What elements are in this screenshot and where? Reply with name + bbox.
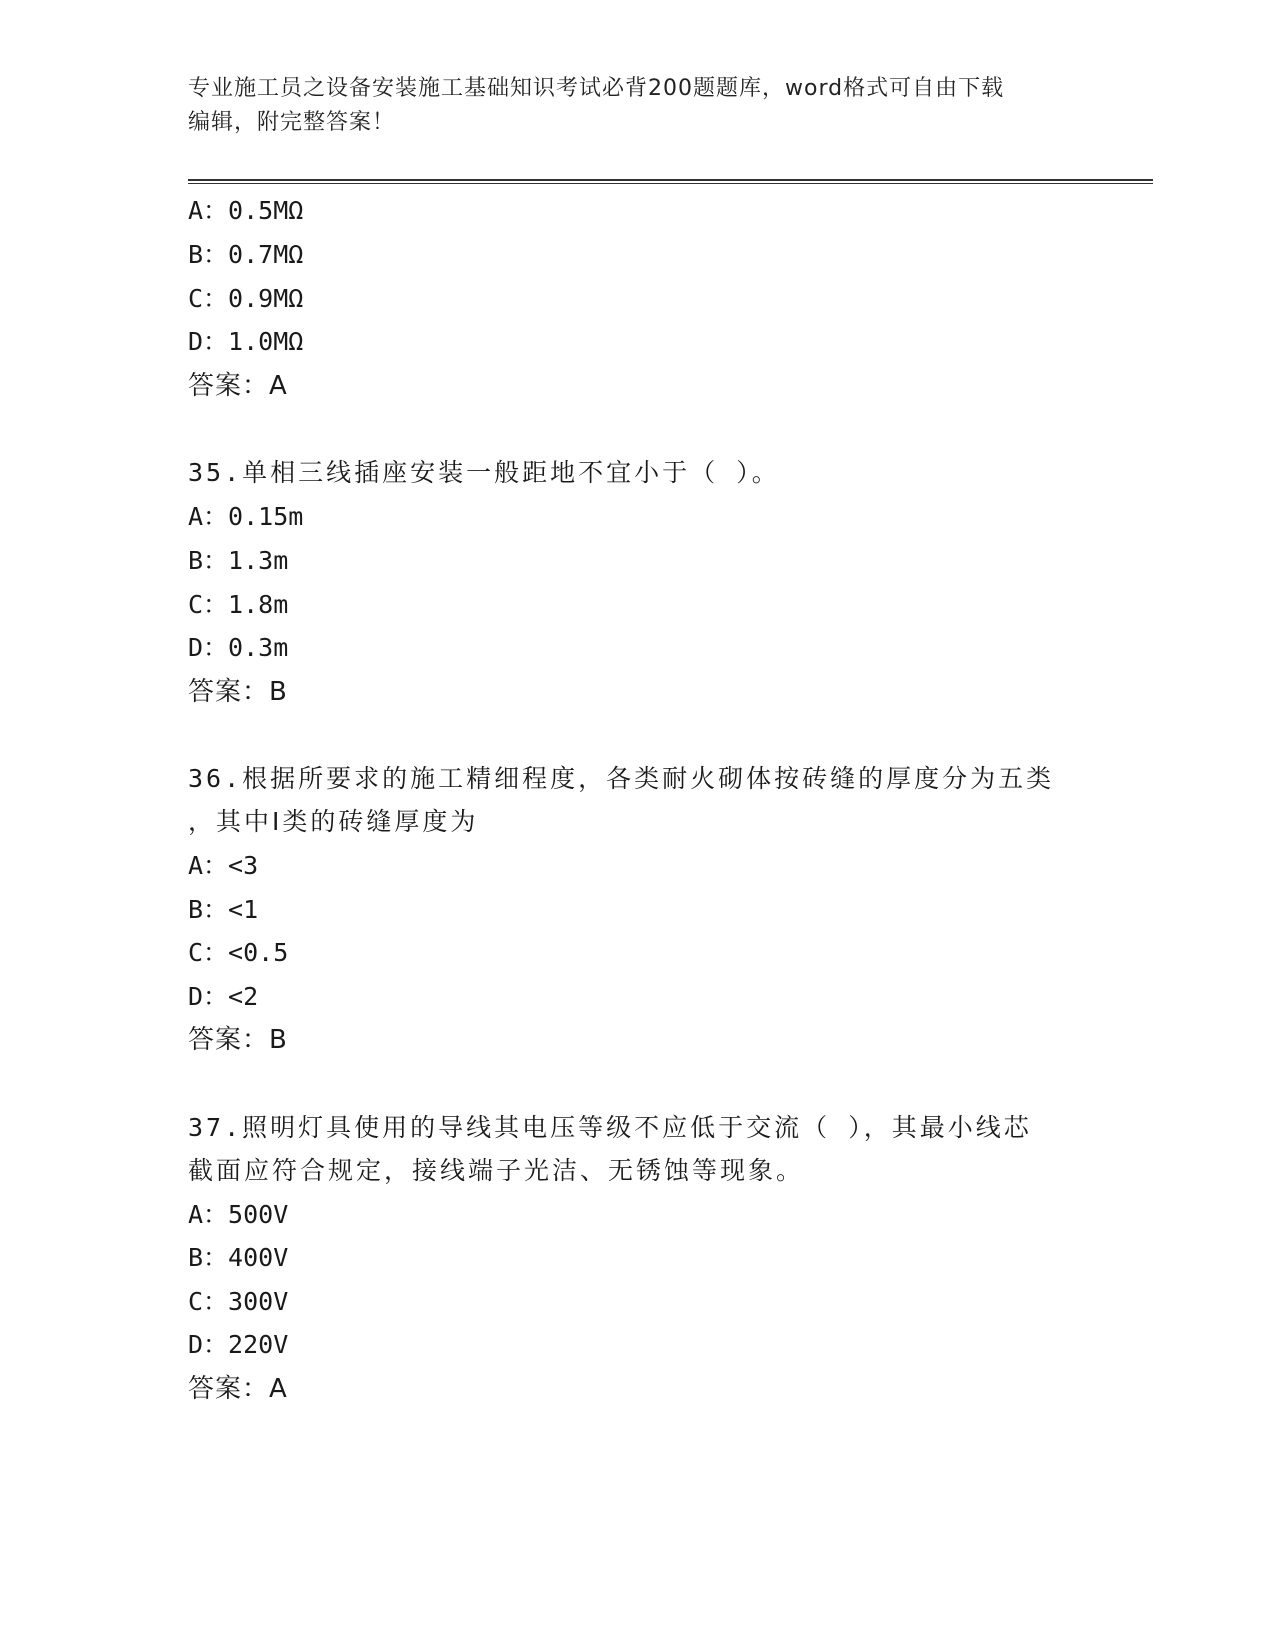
- q36-question-line2: ，其中Ⅰ类的砖缝厚度为: [188, 807, 479, 836]
- q37-option-d: D：220V: [188, 1330, 289, 1359]
- q34-option-c: C：0.9MΩ: [188, 284, 304, 313]
- q36-option-b: B：<1: [188, 895, 259, 924]
- q37-answer: 答案：A: [188, 1374, 288, 1404]
- q34-option-a: A：0.5MΩ: [188, 196, 304, 225]
- q34-answer: 答案：A: [188, 371, 288, 401]
- header-divider: [188, 179, 1153, 184]
- q34-option-d: D：1.0MΩ: [188, 327, 304, 356]
- q36-answer: 答案：B: [188, 1025, 288, 1055]
- q36-option-a: A：<3: [188, 851, 259, 880]
- q37-question-line1: 37.照明灯具使用的导线其电压等级不应低于交流（ ），其最小线芯: [188, 1113, 1032, 1142]
- q35-option-c: C：1.8m: [188, 590, 289, 619]
- q35-option-d: D：0.3m: [188, 633, 289, 662]
- q37-option-b: B：400V: [188, 1243, 289, 1272]
- document-header: [188, 72, 1088, 140]
- q35-option-a: A：0.15m: [188, 502, 304, 531]
- q35-question: 35.单相三线插座安装一般距地不宜小于（ ）。: [188, 458, 780, 487]
- q37-option-a: A：500V: [188, 1200, 289, 1229]
- q34-option-b: B：0.7MΩ: [188, 240, 304, 269]
- q37-option-c: C：300V: [188, 1287, 289, 1316]
- q35-answer: 答案：B: [188, 677, 288, 707]
- header-title-line1: 专业施工员之设备安装施工基础知识考试必背200题题库，word格式可自由下载: [188, 76, 1005, 101]
- q36-question-line1: 36.根据所要求的施工精细程度，各类耐火砌体按砖缝的厚度分为五类: [188, 764, 1055, 793]
- header-title-line2: 编辑，附完整答案！: [188, 110, 396, 135]
- q36-option-d: D：<2: [188, 982, 259, 1011]
- q36-option-c: C：<0.5: [188, 938, 289, 967]
- q35-option-b: B：1.3m: [188, 546, 289, 575]
- q37-question-line2: 截面应符合规定，接线端子光洁、无锈蚀等现象。: [188, 1156, 805, 1185]
